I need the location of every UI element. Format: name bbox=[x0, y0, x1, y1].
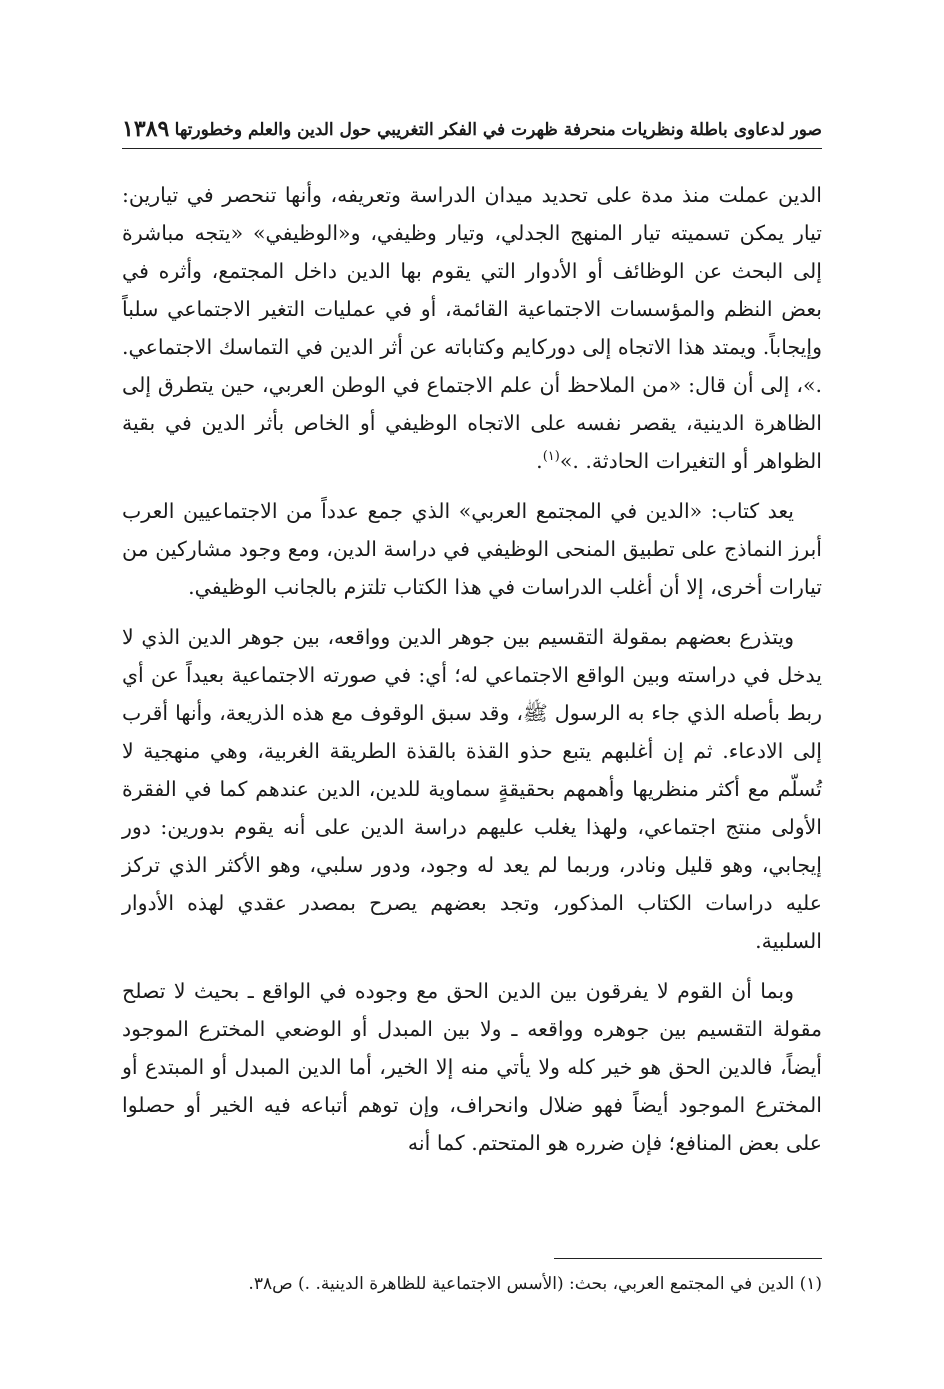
body-text bbox=[122, 176, 822, 1174]
paragraph: ويتذرع بعضهم بمقولة التقسيم بين جوهر الدين وواقعه، بين جوهر الدين الذي لا يدخل في دراسته وبين الواقع الاجتماعي له؛ أي: في صورته الاجتماعية بعيداً عن أي ربط بأصله الذي جاء به الرسول ﷺ، وقد سبق الوقوف مع هذه الذريعة، وأنها أقرب إلى الادعاء. ثم إن أغلبهم يتبع حذو القذة بالقذة الطريقة الغربية، وهي منهجية لا تُسلّم مع أكثر منظريها وأهمهم بحقيقةٍ سماوية للدين، الدين عندهم كما في الفقرة الأولى منتج اجتماعي، ولهذا يغلب عليهم دراسة الدين على أنه يقوم بدورين: دور إيجابي، وهو قليل ونادر، وربما لم يعد له وجود، ودور سلبي، وهو الأكثر الذي تركز عليه دراسات الكتاب المذكور، وتجد بعضهم يصرح بمصدر عقدي لهذه الأدوار السلبية. bbox=[122, 625, 822, 953]
footnote bbox=[122, 1270, 822, 1298]
paragraph: الدين عملت منذ مدة على تحديد ميدان الدراسة وتعريفه، وأنها تنحصر في تيارين: تيار يمكن تسميته تيار المنهج الجدلي، وتيار وظيفي، و«الوظيفي» «يتجه مباشرة إلى البحث عن الوظائف أو الأدوار التي يقوم بها الدين داخل المجتمع، وأثره في بعض النظم والمؤسسات الاجتماعية القائمة، أو في عمليات التغير الاجتماعي سلباً وإيجاباً. ويمتد هذا الاتجاه إلى دوركايم وكتاباته عن أثر الدين في التماسك الاجتماعي. .»، إلى أن قال: «من الملاحظ أن علم الاجتماع في الوطن العربي، حين يتطرق إلى الظاهرة الدينية، يقصر نفسه على الاتجاه الوظيفي أو الخاص بأثر الدين في بقية الظواهر أو التغيرات الحادثة. .»$^{(١)}$. bbox=[122, 183, 822, 473]
header-title: صور لدعاوى باطلة ونظريات منحرفة ظهرت في الفكر التغريبي حول الدين والعلم وخطورتها bbox=[174, 120, 822, 140]
footnote-number: (١) bbox=[799, 1274, 822, 1294]
paragraph: يعد كتاب: «الدين في المجتمع العربي» الذي جمع عدداً من الاجتماعيين العرب أبرز النماذج على تطبيق المنحى الوظيفي في دراسة الدين، ومع وجود مشاركين من تيارات أخرى، إلا أن أغلب الدراسات في هذا الكتاب تلتزم بالجانب الوظيفي. bbox=[122, 499, 822, 599]
footnote-marker: (١) bbox=[542, 449, 560, 465]
footnote-divider bbox=[554, 1258, 822, 1259]
page-number: ١٣٨٩ bbox=[122, 116, 170, 142]
running-header bbox=[122, 112, 822, 149]
footnote-text: الدين في المجتمع العربي، بحث: (الأسس الاجتماعية للظاهرة الدينية. .) ص٣٨. bbox=[248, 1274, 795, 1294]
paragraph: وبما أن القوم لا يفرقون بين الدين الحق مع وجوده في الواقع ـ بحيث لا تصلح مقولة التقسيم بين جوهره وواقعه ـ ولا بين المبدل أو الوضعي المخترع الموجود أيضاً، فالدين الحق هو خير كله ولا يأتي منه إلا الخير، أما الدين المبدل أو المبتدع أو المخترع الموجود أيضاً فهو ضلال وانحراف، وإن توهم أتباعه فيه الخير أو حصلوا على بعض المنافع؛ فإن ضرره هو المتحتم. كما أنه bbox=[122, 979, 822, 1155]
paragraph-text: الدين عملت منذ مدة على تحديد ميدان الدراسة وتعريفه، وأنها تنحصر في تيارين: تيار يمكن تسميته تيار المنهج الجدلي، وتيار وظيفي، و«الوظيفي» «يتجه مباشرة إلى البحث عن الوظائف أو الأدوار التي يقوم بها الدين داخل المجتمع، وأثره في بعض النظم والمؤسسات الاجتماعية القائمة، أو في عمليات التغير الاجتماعي سلباً وإيجاباً. ويمتد هذا الاتجاه إلى دوركايم وكتاباته عن أثر الدين في التماسك الاجتماعي. .»، إلى أن قال: «من الملاحظ أن علم الاجتماع في الوطن العربي، حين يتطرق إلى الظاهرة الدينية، يقصر نفسه على الاتجاه الوظيفي أو الخاص بأثر الدين في بقية الظواهر أو التغيرات الحادثة. .» bbox=[122, 183, 822, 473]
